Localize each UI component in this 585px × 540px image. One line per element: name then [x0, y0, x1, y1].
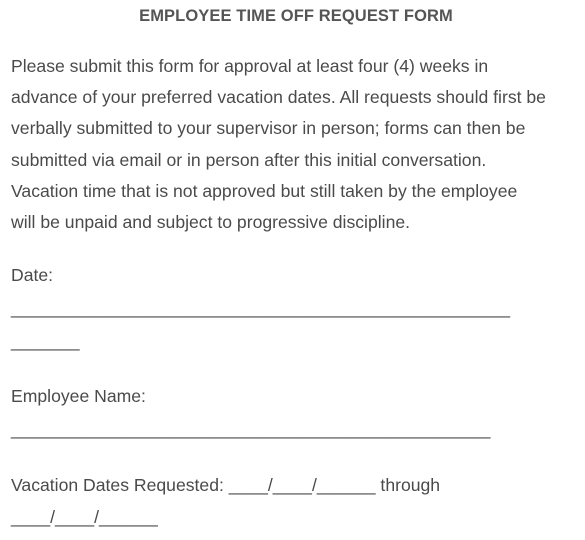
instructions-line: submitted via email or in person after this initial conversation. — [11, 149, 487, 170]
date-label: Date: — [11, 265, 54, 285]
instructions-paragraph — [11, 51, 585, 238]
vacation-dates-line[interactable]: Vacation Dates Requested: ____/____/______ through — [11, 475, 441, 495]
instructions-line: verbally submitted to your supervisor in person; forms can then be — [11, 118, 526, 139]
instructions-line: advance of your preferred vacation dates. All requests should first be — [11, 87, 546, 108]
vacation-dates-end-line[interactable]: ____/____/______ — [11, 507, 158, 527]
date-blank-line-continued[interactable]: _______ — [11, 331, 80, 351]
date-blank-line[interactable]: ___________________________________________________ — [11, 298, 511, 318]
instructions-line: Vacation time that is not approved but still taken by the employee — [11, 180, 518, 201]
instructions-line: Please submit this form for approval at least four (4) weeks in — [11, 56, 489, 76]
employee-name-blank-line[interactable]: _________________________________________________ — [11, 419, 491, 439]
instructions-line: will be unpaid and subject to progressive discipline. — [11, 212, 411, 233]
form-title: EMPLOYEE TIME OFF REQUEST FORM — [139, 7, 453, 25]
employee-name-label: Employee Name: — [11, 386, 146, 406]
